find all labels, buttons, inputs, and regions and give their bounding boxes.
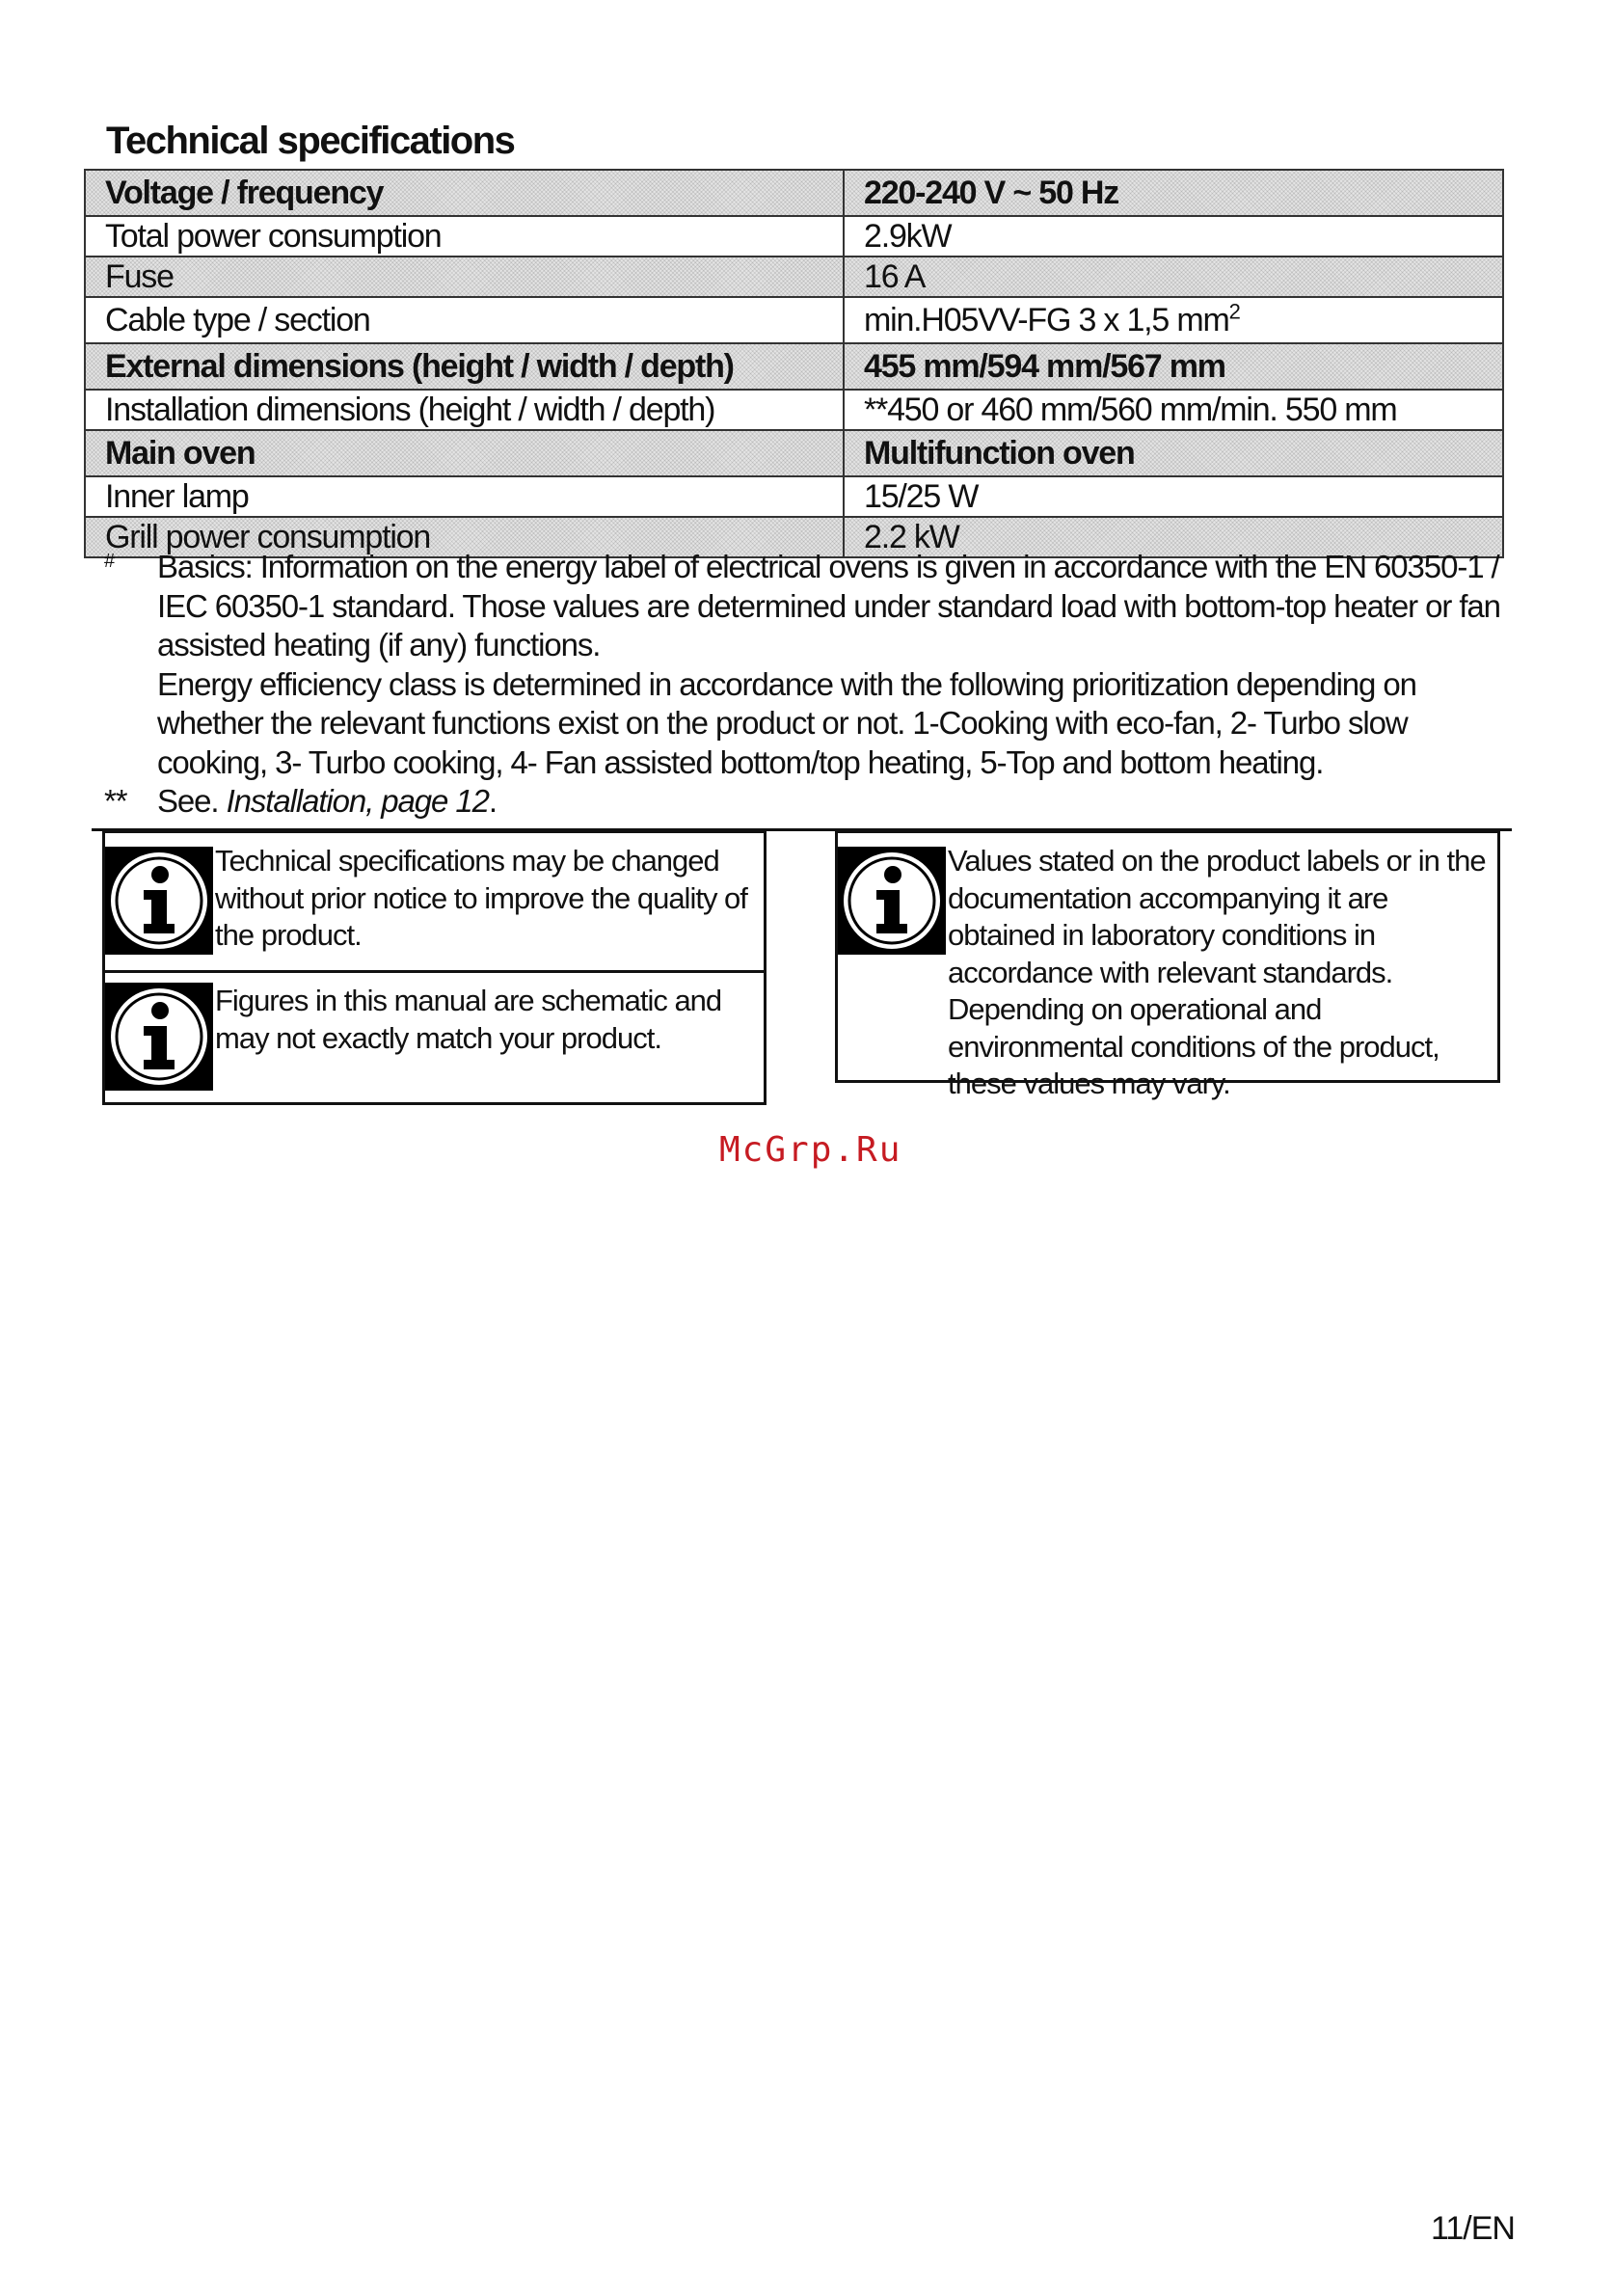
table-row xyxy=(85,390,1503,430)
spec-label: Installation dimensions (height / width / depth) xyxy=(85,390,844,430)
table-row xyxy=(85,430,1503,476)
table-row xyxy=(85,297,1503,343)
footnote-mark: ** xyxy=(104,783,127,819)
footnotes xyxy=(104,548,1512,822)
spec-value: 220-240 V ~ 50 Hz xyxy=(844,170,1503,216)
table-row xyxy=(85,343,1503,390)
spec-value: Multifunction oven xyxy=(844,430,1503,476)
info-box-right xyxy=(835,830,1500,1100)
spec-value: 16 A xyxy=(844,257,1503,297)
info-icon xyxy=(105,847,213,955)
info-note xyxy=(105,970,764,1105)
watermark-text: McGrp.Ru xyxy=(719,1130,902,1170)
page-number: 11/EN xyxy=(1431,2210,1515,2247)
spec-value: 455 mm/594 mm/567 mm xyxy=(844,343,1503,390)
spec-value xyxy=(844,297,1503,343)
footnote-star xyxy=(104,782,1512,822)
footnote-paragraph: Energy efficiency class is determined in accordance with the following prioritization depending on whether the relevant functions exist on the product or not. 1-Cooking with eco-fan, 2- Turbo slow cooking, 3- Turbo cooking, 4- Fan assisted bottom/top heating, 5-Top and bottom heating. xyxy=(157,665,1416,780)
info-note xyxy=(838,833,1497,1103)
spec-label: Fuse xyxy=(85,257,844,297)
spec-value-text: min.H05VV-FG 3 x 1,5 mm xyxy=(864,302,1229,338)
info-note xyxy=(105,833,764,970)
table-row xyxy=(85,476,1503,517)
cross-reference-link[interactable]: Installation, page 12 xyxy=(226,783,489,819)
info-note-text: Technical specifications may be changed without prior notice to improve the quality of the product. xyxy=(215,844,747,952)
spec-label: Main oven xyxy=(85,430,844,476)
table-row xyxy=(85,170,1503,216)
spec-label: Voltage / frequency xyxy=(85,170,844,216)
spec-label: Total power consumption xyxy=(85,216,844,257)
info-icon xyxy=(838,847,946,955)
info-note-text: Figures in this manual are schematic and may not exactly match your product. xyxy=(215,984,722,1055)
footnote-suffix: . xyxy=(488,783,497,819)
spec-value: **450 or 460 mm/560 mm/min. 550 mm xyxy=(844,390,1503,430)
spec-value: 15/25 W xyxy=(844,476,1503,517)
footnote-mark: # xyxy=(104,551,115,572)
spec-label: Inner lamp xyxy=(85,476,844,517)
spec-label: External dimensions (height / width / depth) xyxy=(85,343,844,390)
info-box-left xyxy=(102,830,767,1105)
info-note-text: Values stated on the product labels or in the documentation accompanying it are obtained in laboratory conditions in accordance with relevant standards. Depending on operational and environmental conditions of the product, these values may vary. xyxy=(948,844,1486,1100)
footnote-prefix: See. xyxy=(157,783,227,819)
table-row xyxy=(85,216,1503,257)
footnote-body xyxy=(157,782,1512,822)
footnote-hash xyxy=(104,548,1512,782)
spec-label: Grill power consumption xyxy=(85,517,844,557)
table-row xyxy=(85,257,1503,297)
footnote-paragraph: Basics: Information on the energy label of electrical ovens is given in accordance with the EN 60350-1 / IEC 60350-1 standard. Those values are determined under standard load with bottom-top heater or fan assisted heating (if any) functions. xyxy=(157,549,1500,662)
superscript: 2 xyxy=(1228,299,1240,324)
spec-table xyxy=(84,169,1504,558)
page-title: Technical specifications xyxy=(106,120,515,162)
spec-label: Cable type / section xyxy=(85,297,844,343)
info-icon xyxy=(105,983,213,1091)
spec-value: 2.9kW xyxy=(844,216,1503,257)
footnote-body xyxy=(157,548,1512,782)
spec-value: 2.2 kW xyxy=(844,517,1503,557)
